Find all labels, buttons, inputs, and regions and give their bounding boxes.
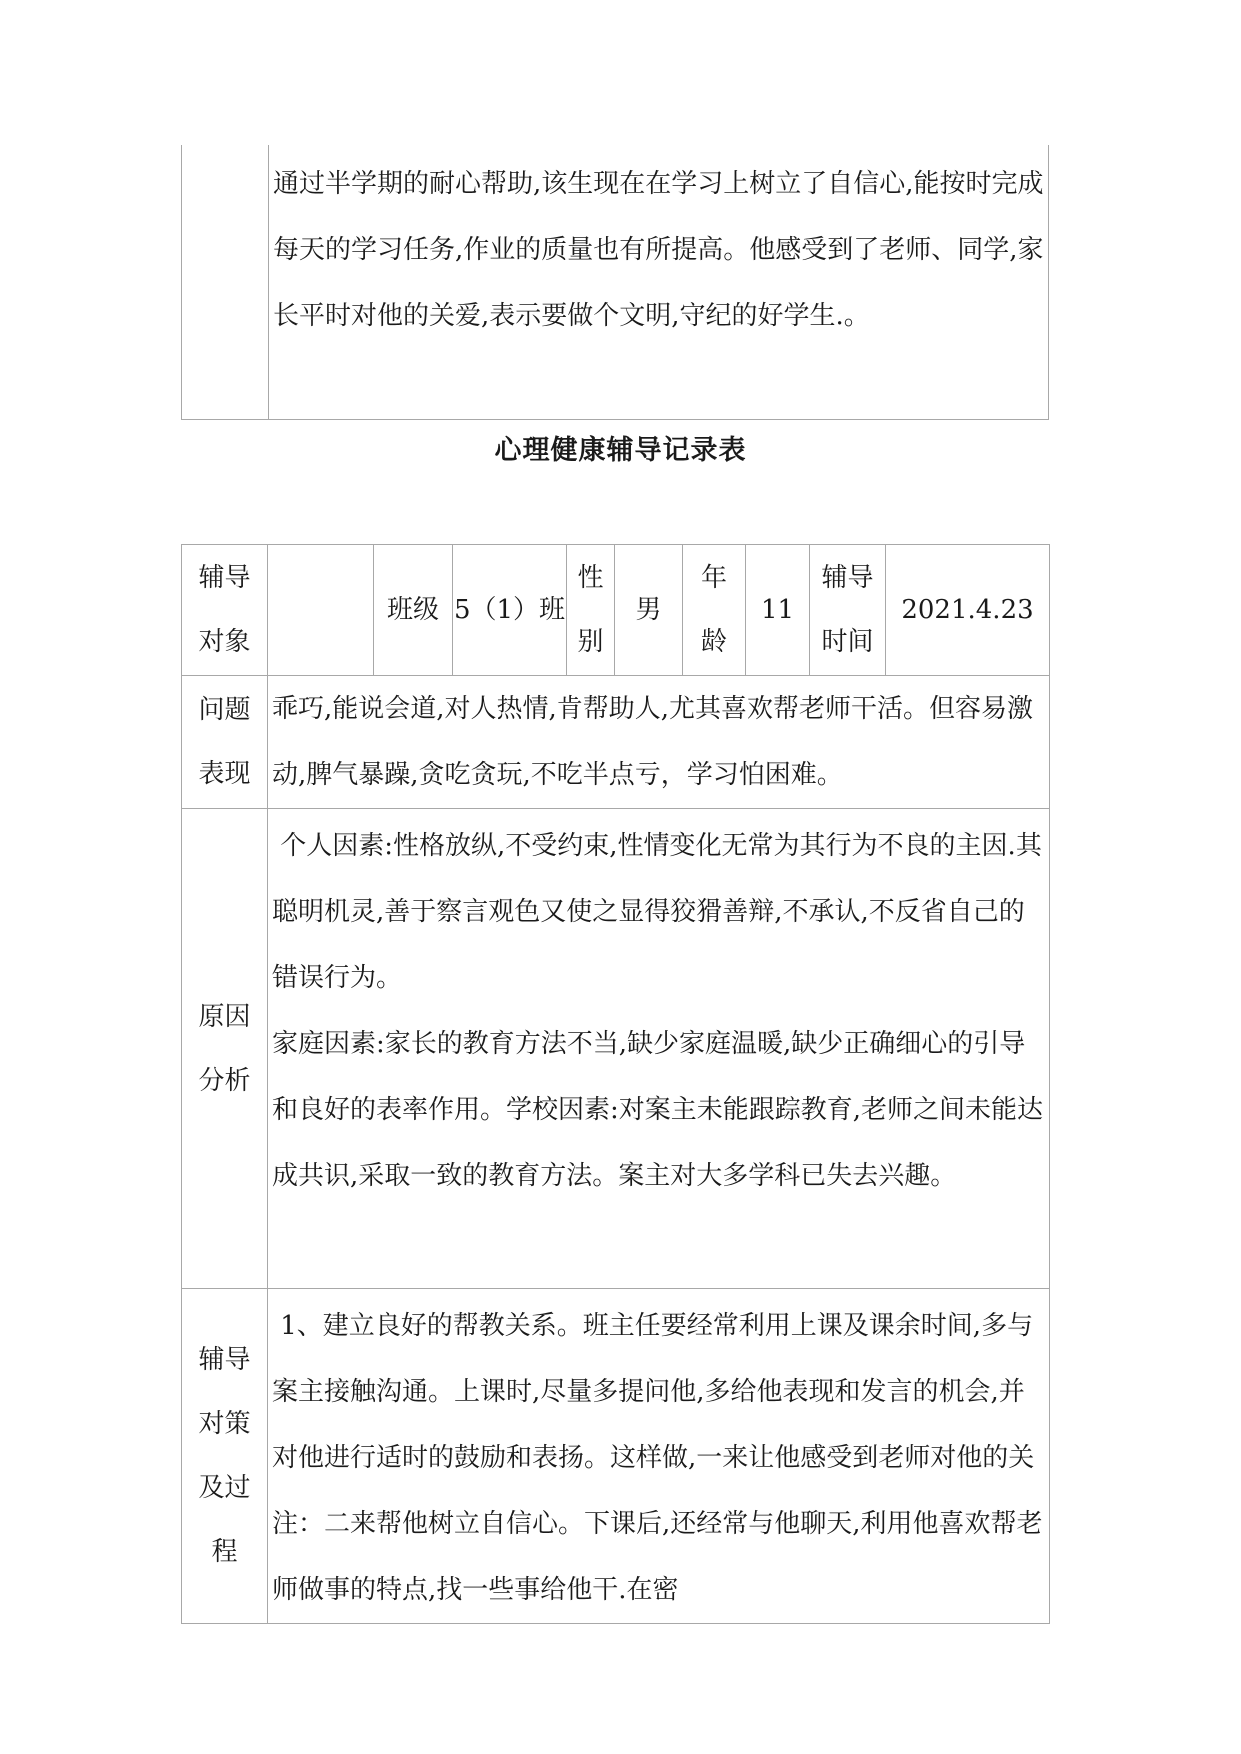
gender-label-line-1: 性	[577, 563, 604, 593]
age-label-cell	[683, 545, 746, 676]
cause-text-cell	[268, 809, 1050, 1289]
class-value: 5（1）班	[453, 545, 567, 676]
target-label-line-2: 对象	[198, 627, 251, 657]
counseling-record-table	[181, 544, 1050, 1624]
cause-paragraph-personal: 个人因素:性格放纵,不受约束,性情变化无常为其行为不良的主因.其聪明机灵,善于察言观色又使之显得狡猾善辩,不承认,不反省自己的错误行为。	[272, 831, 1042, 993]
continuation-table	[181, 145, 1049, 420]
time-label-line-1: 辅导	[821, 563, 874, 593]
measure-text: 1、建立良好的帮教关系。班主任要经常利用上课及课余时间,多与案主接触沟通。上课时,尽量多提问他,多给他表现和发言的机会,并对他进行适时的鼓励和表扬。这样做,一来让他感受到老师对他的关注：二来帮他树立自信心。下课后,还经常与他聊天,利用他喜欢帮老师做事的特点,找一些事给他干.在密	[268, 1289, 1050, 1624]
cause-row	[182, 809, 1050, 1289]
time-label-cell	[810, 545, 886, 676]
problem-label-cell	[182, 676, 268, 809]
gender-label-cell	[567, 545, 615, 676]
time-label-line-2: 时间	[821, 627, 874, 657]
class-label: 班级	[374, 545, 453, 676]
cause-label-line-1: 原因	[198, 1001, 251, 1032]
problem-row	[182, 676, 1050, 809]
continuation-text: 通过半学期的耐心帮助,该生现在在学习上树立了自信心,能按时完成每天的学习任务,作业的质量也有所提高。他感受到了老师、同学,家长平时对他的关爱,表示要做个文明,守纪的好学生.。	[269, 145, 1049, 420]
measure-label-line-1: 辅导	[198, 1345, 251, 1375]
age-value: 11	[746, 545, 810, 676]
gender-value: 男	[615, 545, 683, 676]
gender-label-line-2: 别	[577, 627, 604, 657]
cause-paragraph-family-school: 家庭因素:家长的教育方法不当,缺少家庭温暖,缺少正确细心的引导和良好的表率作用。学校因素:对案主未能跟踪教育,老师之间未能达成共识,采取一致的教育方法。案主对大多学科已失去兴趣。	[272, 1029, 1044, 1191]
info-row	[182, 545, 1050, 676]
measure-row	[182, 1289, 1050, 1624]
time-value: 2021.4.23	[886, 545, 1050, 676]
problem-text: 乖巧,能说会道,对人热情,肯帮助人,尤其喜欢帮老师干活。但容易激动,脾气暴躁,贪吃贪玩,不吃半点亏，学习怕困难。	[268, 676, 1050, 809]
age-label-line-2: 龄	[700, 627, 727, 657]
document-title: 心理健康辅导记录表	[494, 435, 747, 466]
age-label-line-1: 年	[700, 563, 727, 593]
cause-label-line-2: 分析	[198, 1065, 251, 1096]
measure-label-line-4: 程	[211, 1537, 238, 1567]
problem-label-line-2: 表现	[198, 759, 251, 789]
measure-label-cell	[182, 1289, 268, 1624]
target-label-line-1: 辅导	[198, 563, 251, 593]
cause-label-cell	[182, 809, 268, 1289]
measure-label-line-2: 对策	[198, 1409, 251, 1439]
target-label-cell	[182, 545, 268, 676]
problem-label-line-1: 问题	[198, 695, 251, 725]
continuation-label-cell	[182, 145, 269, 420]
measure-label-line-3: 及过	[198, 1473, 251, 1503]
target-value	[268, 545, 374, 676]
